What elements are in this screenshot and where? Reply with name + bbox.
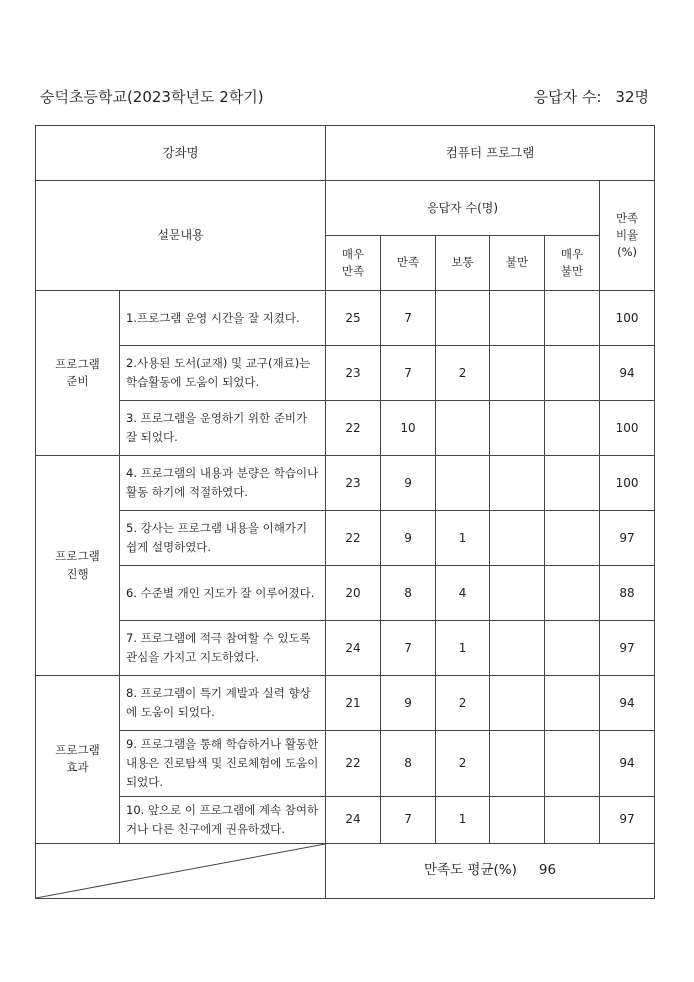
count-cell: 21 (326, 676, 381, 731)
course-name: 컴퓨터 프로그램 (326, 126, 655, 181)
school-title: 숭덕초등학교(2023학년도 2학기) (40, 88, 264, 106)
count-cell: 22 (326, 511, 381, 566)
count-cell: 7 (381, 346, 436, 401)
count-cell (490, 796, 545, 843)
table-row (36, 291, 655, 346)
count-cell (545, 566, 600, 621)
count-cell: 9 (381, 456, 436, 511)
count-cell (490, 511, 545, 566)
count-cell: 7 (381, 621, 436, 676)
respondents-header: 응답자 수(명) (326, 181, 600, 236)
table-row (36, 346, 655, 401)
question-text: 4. 프로그램의 내용과 분량은 학습이나 활동 하기에 적절하였다. (120, 456, 326, 511)
count-cell: 23 (326, 346, 381, 401)
count-cell: 2 (436, 676, 490, 731)
satisfaction-rate: 94 (600, 676, 655, 731)
count-cell (490, 456, 545, 511)
survey-table (35, 125, 655, 899)
count-cell (436, 401, 490, 456)
table-row (36, 456, 655, 511)
course-label: 강좌명 (36, 126, 326, 181)
diagonal-cell (36, 843, 326, 898)
count-cell: 8 (381, 731, 436, 797)
average-label: 만족도 평균(%) (424, 862, 517, 879)
count-cell (545, 676, 600, 731)
question-text: 5. 강사는 프로그램 내용을 이해가기 쉽게 설명하였다. (120, 511, 326, 566)
count-cell: 23 (326, 456, 381, 511)
average-cell (326, 843, 655, 898)
question-text: 2.사용된 도서(교재) 및 교구(재료)는 학습활동에 도움이 되었다. (120, 346, 326, 401)
respondents-label: 응답자 수: (533, 88, 602, 106)
average-row (36, 843, 655, 898)
count-cell (490, 346, 545, 401)
count-cell: 1 (436, 621, 490, 676)
count-cell (545, 401, 600, 456)
question-text: 10. 앞으로 이 프로그램에 계속 참여하거나 다른 친구에게 권유하겠다. (120, 796, 326, 843)
count-cell (545, 511, 600, 566)
count-cell: 7 (381, 796, 436, 843)
satisfaction-rate: 100 (600, 401, 655, 456)
column-header: 보통 (436, 236, 490, 291)
question-text: 8. 프로그램이 특기 계발과 실력 향상에 도움이 되었다. (120, 676, 326, 731)
satisfaction-header: 만족 비율 (%) (600, 181, 655, 291)
count-cell: 24 (326, 796, 381, 843)
count-cell: 22 (326, 401, 381, 456)
question-text: 7. 프로그램에 적극 참여할 수 있도록 관심을 가지고 지도하였다. (120, 621, 326, 676)
table-row (36, 511, 655, 566)
satisfaction-rate: 94 (600, 346, 655, 401)
count-cell (436, 291, 490, 346)
count-cell (490, 401, 545, 456)
count-cell (490, 566, 545, 621)
count-cell: 10 (381, 401, 436, 456)
count-cell (545, 796, 600, 843)
count-cell (490, 731, 545, 797)
count-cell: 7 (381, 291, 436, 346)
satisfaction-rate: 97 (600, 621, 655, 676)
question-text: 3. 프로그램을 운영하기 위한 준비가 잘 되었다. (120, 401, 326, 456)
count-cell: 4 (436, 566, 490, 621)
group-name: 프로그램 효과 (36, 676, 120, 844)
count-cell: 9 (381, 676, 436, 731)
table-row (36, 566, 655, 621)
table-row (36, 731, 655, 797)
count-cell (490, 621, 545, 676)
respondents-value: 32명 (615, 88, 649, 106)
count-cell: 1 (436, 796, 490, 843)
table-row (36, 621, 655, 676)
column-header: 매우 만족 (326, 236, 381, 291)
count-cell: 25 (326, 291, 381, 346)
count-cell: 2 (436, 731, 490, 797)
column-header: 불만 (490, 236, 545, 291)
count-cell (436, 456, 490, 511)
count-cell (545, 731, 600, 797)
satisfaction-rate: 100 (600, 456, 655, 511)
diagonal-line (36, 844, 325, 898)
count-cell: 22 (326, 731, 381, 797)
group-name: 프로그램 진행 (36, 456, 120, 676)
table-row (36, 401, 655, 456)
group-name: 프로그램 준비 (36, 291, 120, 456)
count-cell: 20 (326, 566, 381, 621)
table-row (36, 676, 655, 731)
count-cell (545, 621, 600, 676)
count-cell (545, 456, 600, 511)
count-cell: 8 (381, 566, 436, 621)
satisfaction-rate: 97 (600, 796, 655, 843)
satisfaction-rate: 88 (600, 566, 655, 621)
count-cell: 9 (381, 511, 436, 566)
count-cell: 24 (326, 621, 381, 676)
satisfaction-rate: 100 (600, 291, 655, 346)
count-cell: 1 (436, 511, 490, 566)
count-cell (545, 291, 600, 346)
satisfaction-rate: 94 (600, 731, 655, 797)
question-text: 9. 프로그램을 통해 학습하거나 활동한 내용은 진로탐색 및 진로체험에 도움이 되었다. (120, 731, 326, 797)
column-header: 매우 불만 (545, 236, 600, 291)
count-cell (490, 676, 545, 731)
count-cell (545, 346, 600, 401)
table-row (36, 796, 655, 843)
average-value: 96 (538, 862, 557, 879)
survey-label: 설문내용 (36, 181, 326, 291)
question-text: 1.프로그램 운영 시간을 잘 지켰다. (120, 291, 326, 346)
count-cell: 2 (436, 346, 490, 401)
column-header: 만족 (381, 236, 436, 291)
respondents-count (534, 86, 649, 107)
count-cell (490, 291, 545, 346)
satisfaction-rate: 97 (600, 511, 655, 566)
question-text: 6. 수준별 개인 지도가 잘 이루어졌다. (120, 566, 326, 621)
